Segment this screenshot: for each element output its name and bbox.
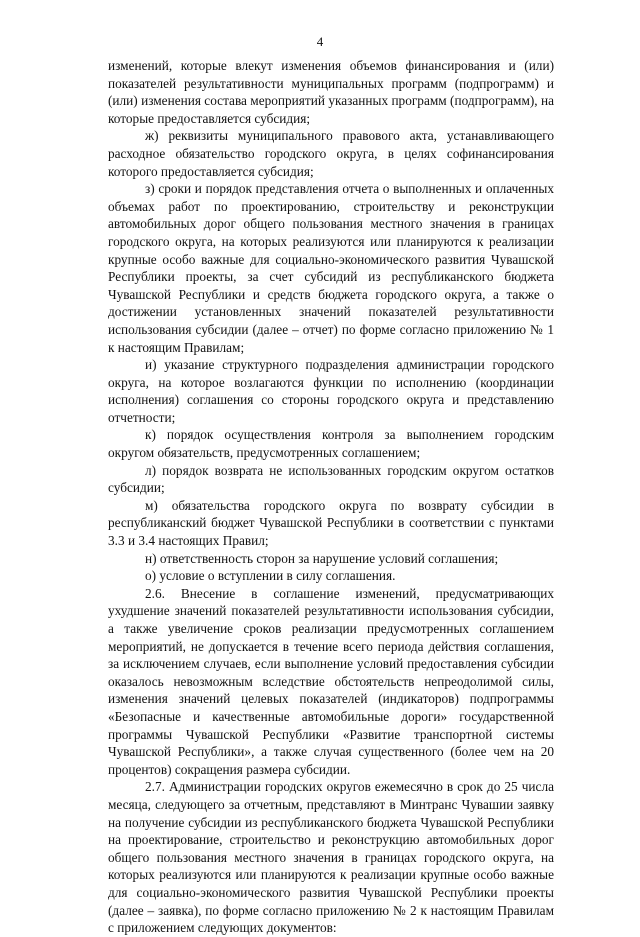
paragraph-continuation: изменений, которые влекут изменения объемов финансирования и (или) показателей результативности муниципальных программ (подпрограмм) и (или) изменения состава мероприятий указанных программ (подпрограмм), на которые предоставляется субсидия; xyxy=(108,58,554,126)
paragraph-item-n: н) ответственность сторон за нарушение условий соглашения; xyxy=(145,550,499,566)
paragraph-2-7: 2.7. Администрации городских округов ежемесячно в срок до 25 числа месяца, следующего за отчетным, представляют в Минтранс Чувашии заявку на получение субсидии из республиканского бюджета Чувашской Республики на проектирование, строительство и реконструкцию автомобильных дорог общего пользования местного значения в границах городского округа, на которых реализуются или планируются к реализации крупные особо важные для социально-экономического развития Чувашской Республики проекты (далее – заявка), по форме согласно приложению № 2 к настоящим Правилам с приложением следующих документов: xyxy=(108,779,554,936)
document-body xyxy=(108,57,554,937)
paragraph-item-z: з) сроки и порядок представления отчета о выполненных и оплаченных объемах работ по проектированию, строительству и реконструкции автомобильных дорог общего пользования местного значения в границах городского округа, на которых реализуются или планируются к реализации крупные особо важные для социально-экономического развития Чувашской Республики проекты, за счет субсидий из республиканского бюджета Чувашской Республики и средств бюджета городского округа, а также о достижении установленных значений показателей результативности использования субсидии (далее – отчет) по форме согласно приложению № 1 к настоящим Правилам; xyxy=(108,181,554,355)
paragraph-item-i: и) указание структурного подразделения администрации городского округа, на которое возлагаются функции по исполнению (координации исполнения) соглашения со стороны городского округа и представлению отчетности; xyxy=(108,357,554,425)
paragraph-2-6: 2.6. Внесение в соглашение изменений, предусматривающих ухудшение значений показателей результативности использования субсидии, а также увеличение сроков реализации предусмотренных соглашением мероприятий, не допускается в течение всего периода действия соглашения, за исключением случаев, если выполнение условий предоставления субсидии оказалось невозможным вследствие обстоятельств непреодолимой силы, изменения значений целевых показателей (индикаторов) подпрограммы «Безопасные и качественные автомобильные дороги» государственной программы Чувашской Республики «Развитие транспортной системы Чувашской Республики», а также случая существенного (более чем на 20 процентов) сокращения размера субсидии. xyxy=(108,585,554,777)
paragraph-item-o: о) условие о вступлении в силу соглашения. xyxy=(145,568,396,584)
paragraph-item-l: л) порядок возврата не использованных городским округом остатков субсидии; xyxy=(108,462,554,496)
paragraph-item-m: м) обязательства городского округа по возврату субсидии в республиканский бюджет Чувашской Республики в соответствии с пунктами 3.3 и 3.4 настоящих Правил; xyxy=(108,497,554,549)
paragraph-item-zh: ж) реквизиты муниципального правового акта, устанавливающего расходное обязательство городского округа, в целях софинансирования которого предоставляется субсидия; xyxy=(108,128,554,179)
page-number: 4 xyxy=(316,34,324,49)
paragraph-item-k: к) порядок осуществления контроля за выполнением городским округом обязательств, предусмотренных соглашением; xyxy=(108,427,554,461)
